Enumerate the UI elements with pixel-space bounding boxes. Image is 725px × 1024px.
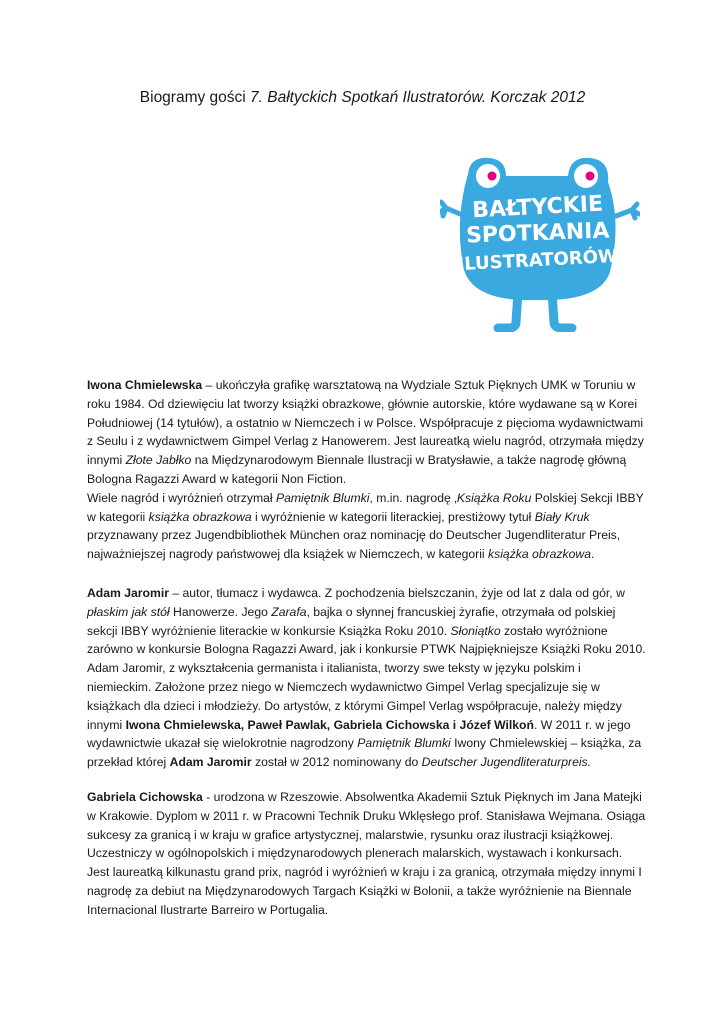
bio-text: został w 2012 nominowany do bbox=[251, 755, 422, 770]
bio-italic: Zarafa bbox=[271, 604, 307, 619]
bio-text: Polskiej Sekcji IBBY w kategorii bbox=[87, 490, 644, 524]
bio-name: Iwona Chmielewska bbox=[87, 378, 203, 392]
page-title bbox=[0, 88, 725, 108]
bio-italic: Słoniątko bbox=[450, 623, 501, 638]
bio-paragraph bbox=[87, 489, 647, 564]
logo-baltyckie-spotkania-ilustratorow bbox=[440, 152, 640, 332]
bio-paragraph bbox=[87, 376, 647, 489]
bio-bold: Iwona Chmielewska, Paweł Pawlak, Gabriela Cichowska i Józef Wilkoń bbox=[125, 717, 534, 732]
bio-text: . bbox=[590, 547, 595, 562]
bio-text: , m.in. nagrodę ‚ bbox=[369, 490, 457, 505]
bio-italic: Złote Jabłko bbox=[125, 453, 192, 468]
bio-italic: Pamiętnik Blumki bbox=[357, 736, 451, 751]
bio-text: Iwony Chmielewskiej – książka, za przekład której bbox=[87, 736, 642, 770]
logo-line-3: ILUSTRATORÓW bbox=[457, 245, 619, 276]
bio-text: , bajka o słynnej francuskiej żyrafie, otrzymała od polskiej sekcji IBBY wyróżnienie literackie w konkursie Książka Roku 2010. bbox=[87, 604, 616, 638]
bio-text: Wiele nagród i wyróżnień otrzymał bbox=[87, 490, 276, 505]
bio-paragraph bbox=[87, 788, 647, 920]
bio-italic: książka obrazkowa bbox=[488, 547, 591, 562]
bio-name: Adam Jaromir bbox=[87, 586, 169, 600]
title-italic: 7. Bałtyckich Spotkań Ilustratorów. Korczak 2012 bbox=[250, 89, 586, 106]
bio-text: na Międzynarodowym Biennale Ilustracji w Bratysławie, a także nagrodę główną Bologna Ragazzi Award w kategorii Non Fiction. bbox=[87, 453, 627, 486]
bio-italic: Książka Roku bbox=[456, 490, 532, 505]
bio-text: . W 2011 r. w jego wydawnictwie ukazał się wielokrotnie nagrodzony bbox=[87, 717, 631, 751]
bio-paragraph bbox=[87, 584, 647, 772]
bio-iwona-chmielewska bbox=[87, 376, 647, 564]
logo-line-1: BAŁTYCKIE bbox=[471, 191, 604, 224]
bio-text: – ukończyła grafikę warsztatową na Wydziale Sztuk Pięknych UMK w Toruniu w roku 1984. Od dziewięciu lat tworzy książki obrazkowe, głównie autorskie, które wydawane są w Korei Południowej (14 tytułów), a ostatnio w Niemczech i w Polsce. Współpracuje z pięcioma wydawnictwami z Seulu i z wydawnictwem Gimpel Verlag z Hanowerem. Jest laureatką wielu nagród, otrzymała między innymi bbox=[87, 378, 644, 468]
bio-text: - urodzona w Rzeszowie. Absolwentka Akademii Sztuk Pięknych im Jana Matejki w Krakowie. Dyplom w 2011 r. w Pracowni Technik Druku Wklęsłego prof. Stanisława Wejmana. Osiąga sukcesy za granicą i w kraju w grafice artystycznej, malarstwie, rysunku oraz ilustracji książkowej. Uczestniczy w ogólnopolskich i międzynarodowych plenerach malarskich, wystawach i konkursach. Jest laureatką kilkunastu grand prix, nagród i wyróżnień w kraju i za granicą, otrzymała między innymi I nagrodę za debiut na Międzynarodowych Targach Książki w Bolonii, a także wyróżnienie na Biennale Internacional Ilustrarte Barreiro w Portugalia. bbox=[87, 790, 646, 917]
bio-italic: płaskim jak stół bbox=[87, 604, 170, 619]
bio-text: zostało wyróżnione zarówno w konkursie Bologna Ragazzi Award, jak i konkursie PTWK Najpiękniejsze Książki Roku 2010. Adam Jaromir, z wykształcenia germanista i italianista, tworzy swe teksty w języku polskim i niemieckim. Założone przez niego w Niemczech wydawnictwo Gimpel Verlag specjalizuje się w książkach dla dzieci i młodzieży. Do artystów, z którymi Gimpel Verlag współpracuje, należy między innymi bbox=[87, 623, 646, 732]
title-prefix: Biogramy gości bbox=[139, 89, 251, 106]
bio-text: przyznawany przez Jugendbibliothek München oraz nominację do Deutscher Jugendliteratur Preis, najważniejszej nagrody państwowej dla książek w Niemczech, w kategorii bbox=[87, 528, 621, 562]
bio-text: Hanowerze. Jego bbox=[169, 604, 272, 619]
bio-italic: Pamiętnik Blumki bbox=[275, 490, 370, 505]
bio-italic: Biały Kruk bbox=[534, 509, 590, 524]
bio-italic: Deutscher Jugendliteraturpreis. bbox=[421, 755, 592, 770]
bio-text: i wyróżnienie w kategorii literackiej, prestiżowy tytuł bbox=[251, 509, 535, 524]
logo-line-2: SPOTKANIA bbox=[465, 218, 610, 249]
bio-text: – autor, tłumacz i wydawca. Z pochodzenia bielszczanin, żyje od lat z dala od gór, w bbox=[168, 586, 625, 600]
bio-name: Gabriela Cichowska bbox=[87, 790, 203, 804]
bio-gabriela-cichowska bbox=[87, 788, 647, 920]
bio-bold: Adam Jaromir bbox=[169, 755, 252, 770]
bio-italic: książka obrazkowa bbox=[148, 509, 252, 524]
bio-adam-jaromir bbox=[87, 584, 647, 772]
